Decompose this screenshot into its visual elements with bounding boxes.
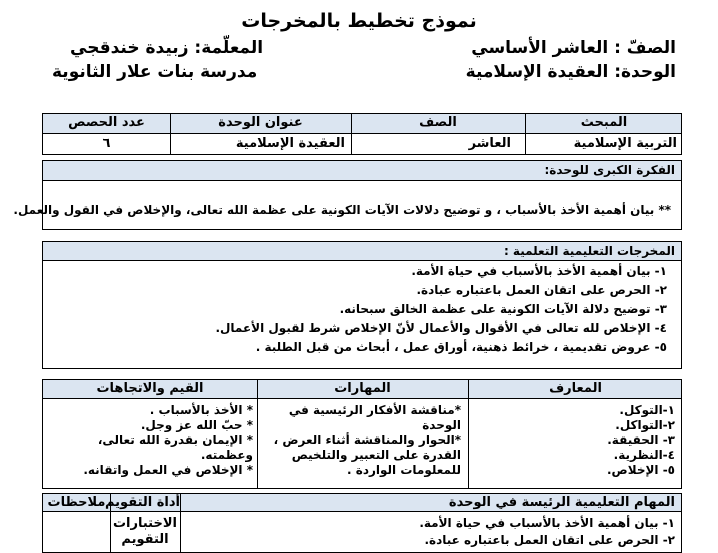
- value-periods: ٦: [102, 136, 111, 151]
- value-grade: العاشر: [468, 136, 511, 151]
- knowledge-item: ١-التوكل.: [619, 403, 675, 417]
- outcome-item: ٤- الإخلاص لله تعالى في الأقوال والأعمال لأنّ الإخلاص شرط لقبول الأعمال.: [215, 321, 667, 335]
- values-list: [47, 403, 253, 478]
- outcome-item: ٢- الحرص على اتقان العمل باعتباره عبادة.: [416, 283, 667, 297]
- knowledge-item: ٣- الحقيقة.: [607, 433, 675, 447]
- knowledge-item: ٢-التواكل.: [615, 418, 675, 432]
- big-idea-text: ** بيان أهمية الأخذ بالأسباب ، و توضيح دلالات الآيات الكونية على عظمة الله تعالى، والإخلاص في القول والعمل.: [13, 203, 671, 217]
- header-periods: عدد الحصص: [68, 115, 145, 130]
- task-item: ١- بيان أهمية الأخذ بالأسباب في حياة الأمة.: [419, 516, 675, 530]
- header-values: القيم والاتجاهات: [96, 381, 204, 396]
- big-idea-label: الفكرة الكبرى للوحدة:: [544, 163, 675, 177]
- header-knowledge: المعارف: [549, 381, 602, 396]
- kvs-table: [42, 379, 682, 489]
- value-item: * الإيمان بقدرة الله تعالى، وعظمته.: [97, 433, 253, 462]
- school-label: مدرسة بنات علار الثانوية: [52, 62, 258, 82]
- tasks-table: [42, 493, 682, 553]
- header-assessment-tool: أداة التقويم: [104, 495, 180, 510]
- skills-list: [261, 403, 461, 478]
- value-item: * الإخلاص في العمل واتقانه.: [83, 463, 253, 477]
- header-notes: ملاحظات: [47, 495, 106, 510]
- knowledge-item: ٤-النظرية.: [613, 448, 675, 462]
- knowledge-list: [475, 403, 675, 478]
- outcome-item: ١- بيان أهمية الأخذ بالأسباب في حياة الأمة.: [411, 264, 667, 278]
- outcome-item: ٣- توضيح دلالة الآيات الكونية على عظمة الخالق سبحانه.: [339, 302, 667, 316]
- task-item: ٢- الحرص على اتقان العمل باعتباره عبادة.: [424, 533, 675, 547]
- info-table: [42, 113, 682, 155]
- value-item: * الأخذ بالأسباب .: [149, 403, 253, 417]
- outcomes-label: المخرجات التعليمية التعلمية :: [503, 244, 675, 258]
- unit-label: الوحدة: العقيدة الإسلامية: [465, 62, 676, 82]
- page-title: نموذج تخطيط بالمخرجات: [241, 10, 477, 32]
- header-subject: المبحث: [580, 115, 628, 130]
- outcomes-box: [42, 241, 682, 369]
- grade-label: الصفّ : العاشر الأساسي: [471, 38, 676, 58]
- assessment-tool-item: التقويم: [121, 532, 169, 547]
- header-unit-title: عنوان الوحدة: [218, 115, 303, 130]
- header-tasks: المهام التعليمية الرئيسة في الوحدة: [448, 495, 675, 510]
- value-item: * حبّ الله عز وجل.: [140, 418, 253, 432]
- knowledge-item: ٥- الإخلاص.: [607, 463, 675, 477]
- big-idea-box: [13, 160, 682, 230]
- skill-item: *الحوار والمناقشة أثناء العرض ،: [273, 433, 461, 447]
- value-unit-title: العقيدة الإسلامية: [235, 136, 345, 151]
- value-subject: التربية الإسلامية: [573, 136, 677, 151]
- outcome-item: ٥- عروض تقديمية ، خرائط ذهنية، أوراق عمل ، أبحاث من قبل الطلبة .: [255, 340, 667, 354]
- header-grade: الصف: [419, 115, 457, 130]
- header-skills: المهارات: [334, 381, 391, 396]
- skill-item: للمعلومات الواردة .: [347, 463, 461, 477]
- assessment-tool-item: الاختبارات: [112, 516, 177, 531]
- skill-item: القدرة على التعبير والتلخيص: [291, 448, 461, 462]
- skill-item: *مناقشة الأفكار الرئيسية في الوحدة: [288, 403, 461, 432]
- teacher-label: المعلّمة: زبيدة خندقجي: [70, 38, 264, 58]
